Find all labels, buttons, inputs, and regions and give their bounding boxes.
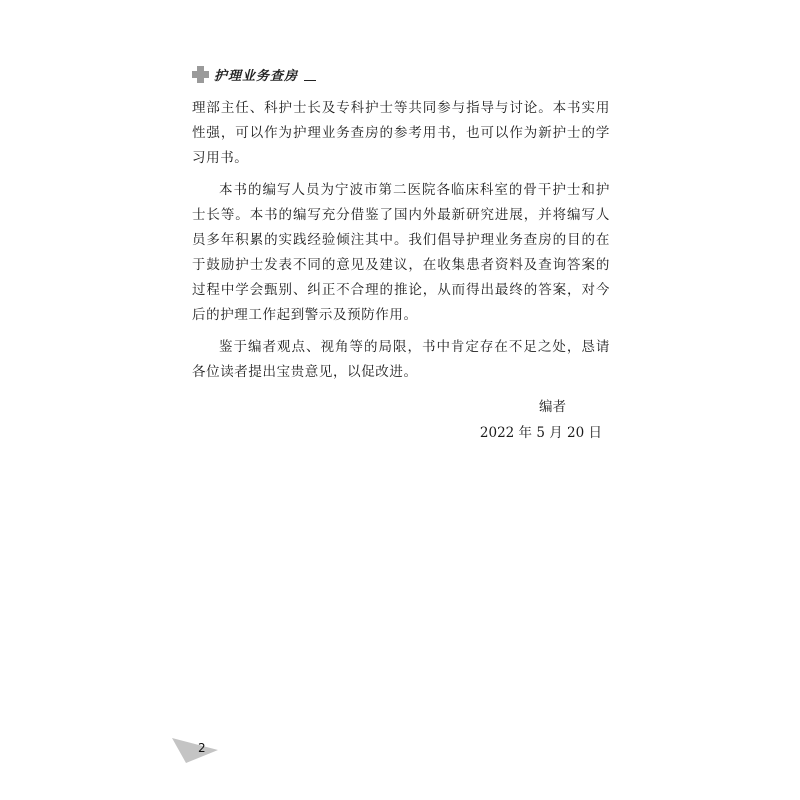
- paragraph-closing: 鉴于编者观点、视角等的局限，书中肯定存在不足之处，恳请各位读者提出宝贵意见，以促改进。: [192, 339, 610, 380]
- body-text: [192, 96, 610, 392]
- header-underline: [304, 80, 316, 81]
- medical-cross-icon: [192, 66, 209, 83]
- paragraph-authors: 本书的编写人员为宁波市第二医院各临床科室的骨干护士和护士长等。本书的编写充分借鉴了国内外最新研究进展，并将编写人员多年积累的实践经验倾注其中。我们倡导护理业务查房的目的在于鼓励护士发表不同的意见及建议，在收集患者资料及查询答案的过程中学会甄别、纠正不合理的推论，从而得出最终的答案，对今后的护理工作起到警示及预防作用。: [192, 182, 610, 323]
- signature-date: 2022 年 5 月 20 日: [479, 425, 602, 441]
- signature-author: 编者: [539, 399, 566, 415]
- running-header: [192, 62, 316, 86]
- signature-block: [450, 394, 602, 446]
- page-marker-triangle-icon: [172, 734, 222, 764]
- paragraph-continued: 理部主任、科护士长及专科护士等共同参与指导与讨论。本书实用性强，可以作为护理业务查房的参考用书，也可以作为新护士的学习用书。: [192, 100, 610, 166]
- page-number-marker: [172, 734, 222, 764]
- page-number: 2: [198, 741, 206, 755]
- header-title: 护理业务查房: [214, 68, 299, 84]
